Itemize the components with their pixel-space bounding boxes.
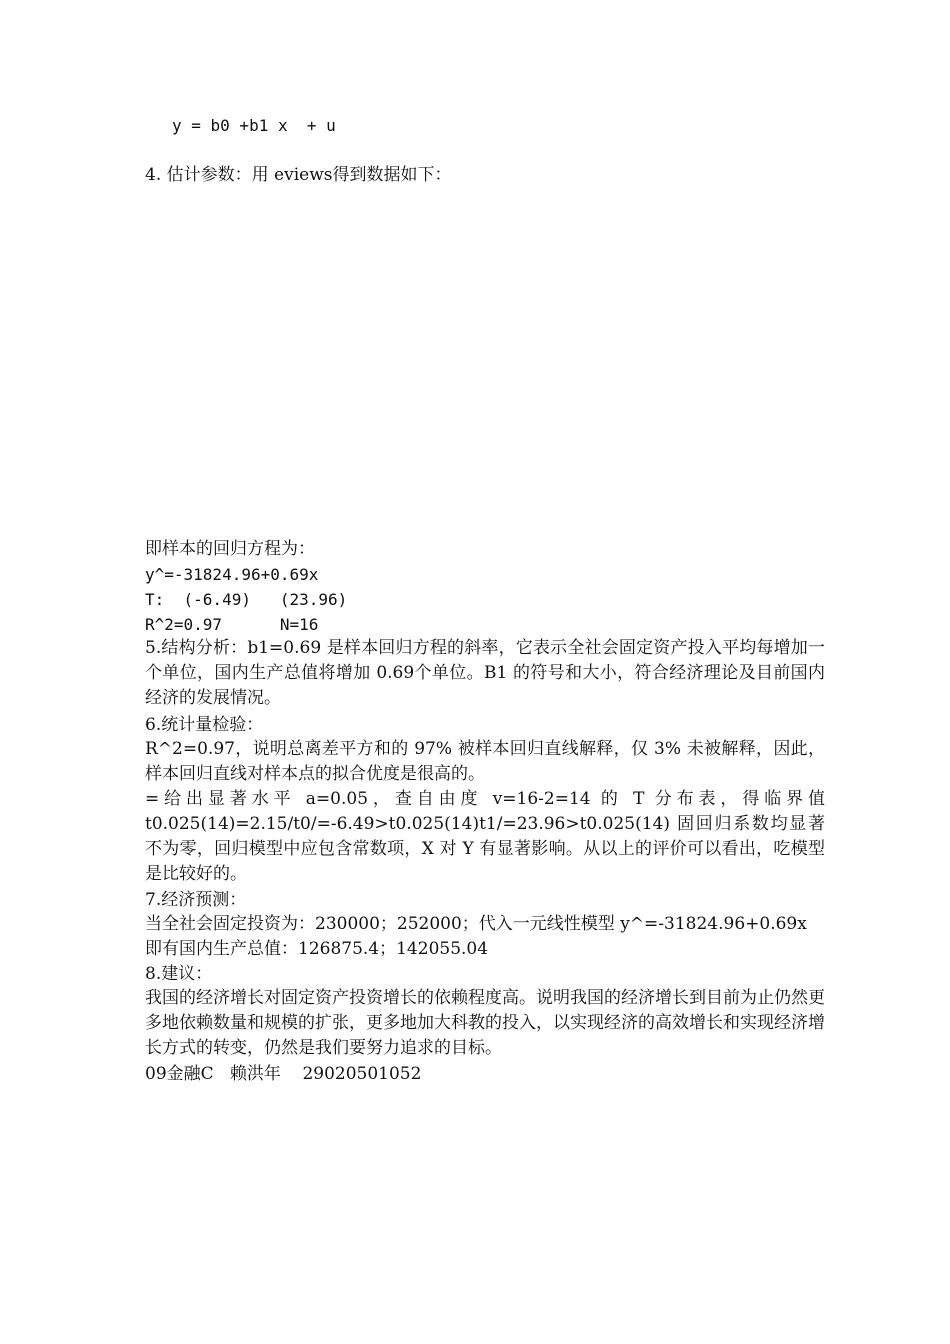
section7-line-2: 即有国内生产总值：126875.4；142055.04: [145, 939, 489, 959]
author-line: 09金融C 赖洪年 29020501052: [145, 1064, 422, 1084]
section7-line-1: 当全社会固定投资为：230000；252000；代入一元线性模型 y^=-31824.96+0.69x: [145, 914, 807, 934]
section6-heading: 6.统计量检验：: [145, 715, 264, 735]
section5-paragraph: 5.结构分析：b1=0.69 是样本回归方程的斜率，它表示全社会固定资产投入平均每增加一个单位，国内生产总值将增加 0.69个单位。B1 的符号和大小，符合经济理论及目前国内经济的发展情况。: [145, 638, 825, 708]
section8-paragraph: 我国的经济增长对固定资产投资增长的依赖程度高。说明我国的经济增长到目前为止仍然更多地依赖数量和规模的扩张，更多地加大科教的投入，以实现经济的高效增长和实现经济增长方式的转变，仍然是我们要努力追求的目标。: [145, 988, 825, 1058]
regression-intro: 即样本的回归方程为：: [145, 539, 315, 559]
regression-t-values: T: (-6.49) (23.96): [145, 590, 348, 609]
section6-paragraph-1: R^2=0.97，说明总离差平方和的 97% 被样本回归直线解释，仅 3% 未被解释，因此，样本回归直线对样本点的拟合优度是很高的。: [145, 739, 825, 784]
section7-heading: 7.经济预测：: [145, 890, 247, 910]
section6-paragraph-2: =给出显著水平 a=0.05，查自由度 v=16-2=14 的 T 分布表，得临界值 t0.025(14)=2.15/t0/=-6.49>t0.025(14)t1/=23.96>t0.025(14) 固回归系数均显著不为零，回归模型中应包含常数项，X 对 Y 有显著影响。从以上的评价可以看出，吃模型是比较好的。: [145, 789, 825, 884]
regression-equation: y^=-31824.96+0.69x: [145, 565, 319, 584]
regression-r2-n: R^2=0.97 N=16: [145, 615, 319, 634]
eviews-output-placeholder: [145, 200, 825, 530]
section8-heading: 8.建议：: [145, 964, 213, 984]
model-formula: y = b0 +b1 x + u: [172, 116, 336, 135]
step4-heading: 4. 估计参数：用 eviews得到数据如下：: [145, 165, 452, 185]
